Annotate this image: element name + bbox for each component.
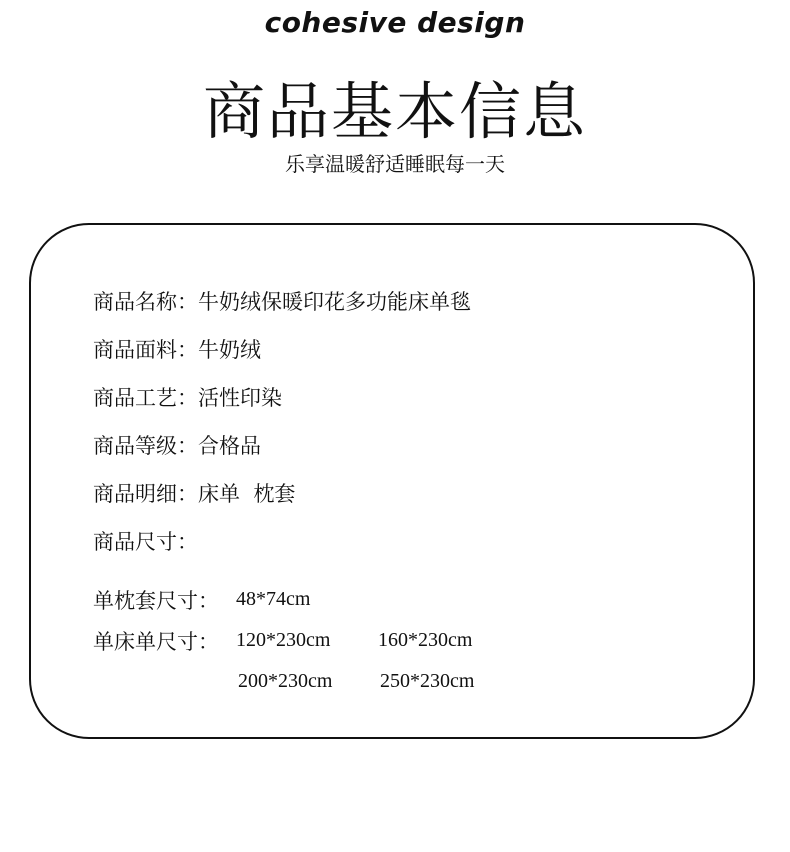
info-label: 商品等级： — [93, 434, 198, 458]
brand-name: cohesive design — [264, 6, 526, 39]
sheet-size-value: 160*230cm — [378, 629, 473, 651]
info-value: 活性印染 — [198, 386, 282, 410]
info-row-name — [93, 286, 471, 316]
sheet-size-value: 250*230cm — [380, 670, 475, 692]
info-row-grade — [93, 430, 261, 460]
sheet-size-value: 120*230cm — [236, 629, 331, 651]
info-value: 牛奶绒保暖印花多功能床单毯 — [198, 290, 471, 314]
sheet-size-value: 200*230cm — [238, 670, 333, 692]
sheet-size-row — [93, 626, 219, 656]
pillowcase-size-row — [93, 585, 219, 615]
info-value: 牛奶绒 — [198, 338, 261, 362]
pillowcase-size-value: 48*74cm — [236, 588, 311, 610]
info-label: 商品名称： — [93, 290, 198, 314]
page-title: 商品基本信息 — [202, 75, 587, 148]
sheet-size-label: 单床单尺寸： — [93, 630, 219, 654]
info-label: 商品工艺： — [93, 386, 198, 410]
info-row-craft — [93, 382, 282, 412]
info-row-size — [93, 526, 198, 556]
pillowcase-size-label: 单枕套尺寸： — [93, 589, 219, 613]
info-value: 合格品 — [198, 434, 261, 458]
info-row-fabric — [93, 334, 261, 364]
info-value: 床单 枕套 — [198, 482, 296, 506]
info-label: 商品尺寸： — [93, 530, 198, 554]
info-label: 商品明细： — [93, 482, 198, 506]
info-label: 商品面料： — [93, 338, 198, 362]
info-row-details — [93, 478, 295, 508]
page-subtitle: 乐享温暖舒适睡眠每一天 — [285, 152, 505, 176]
